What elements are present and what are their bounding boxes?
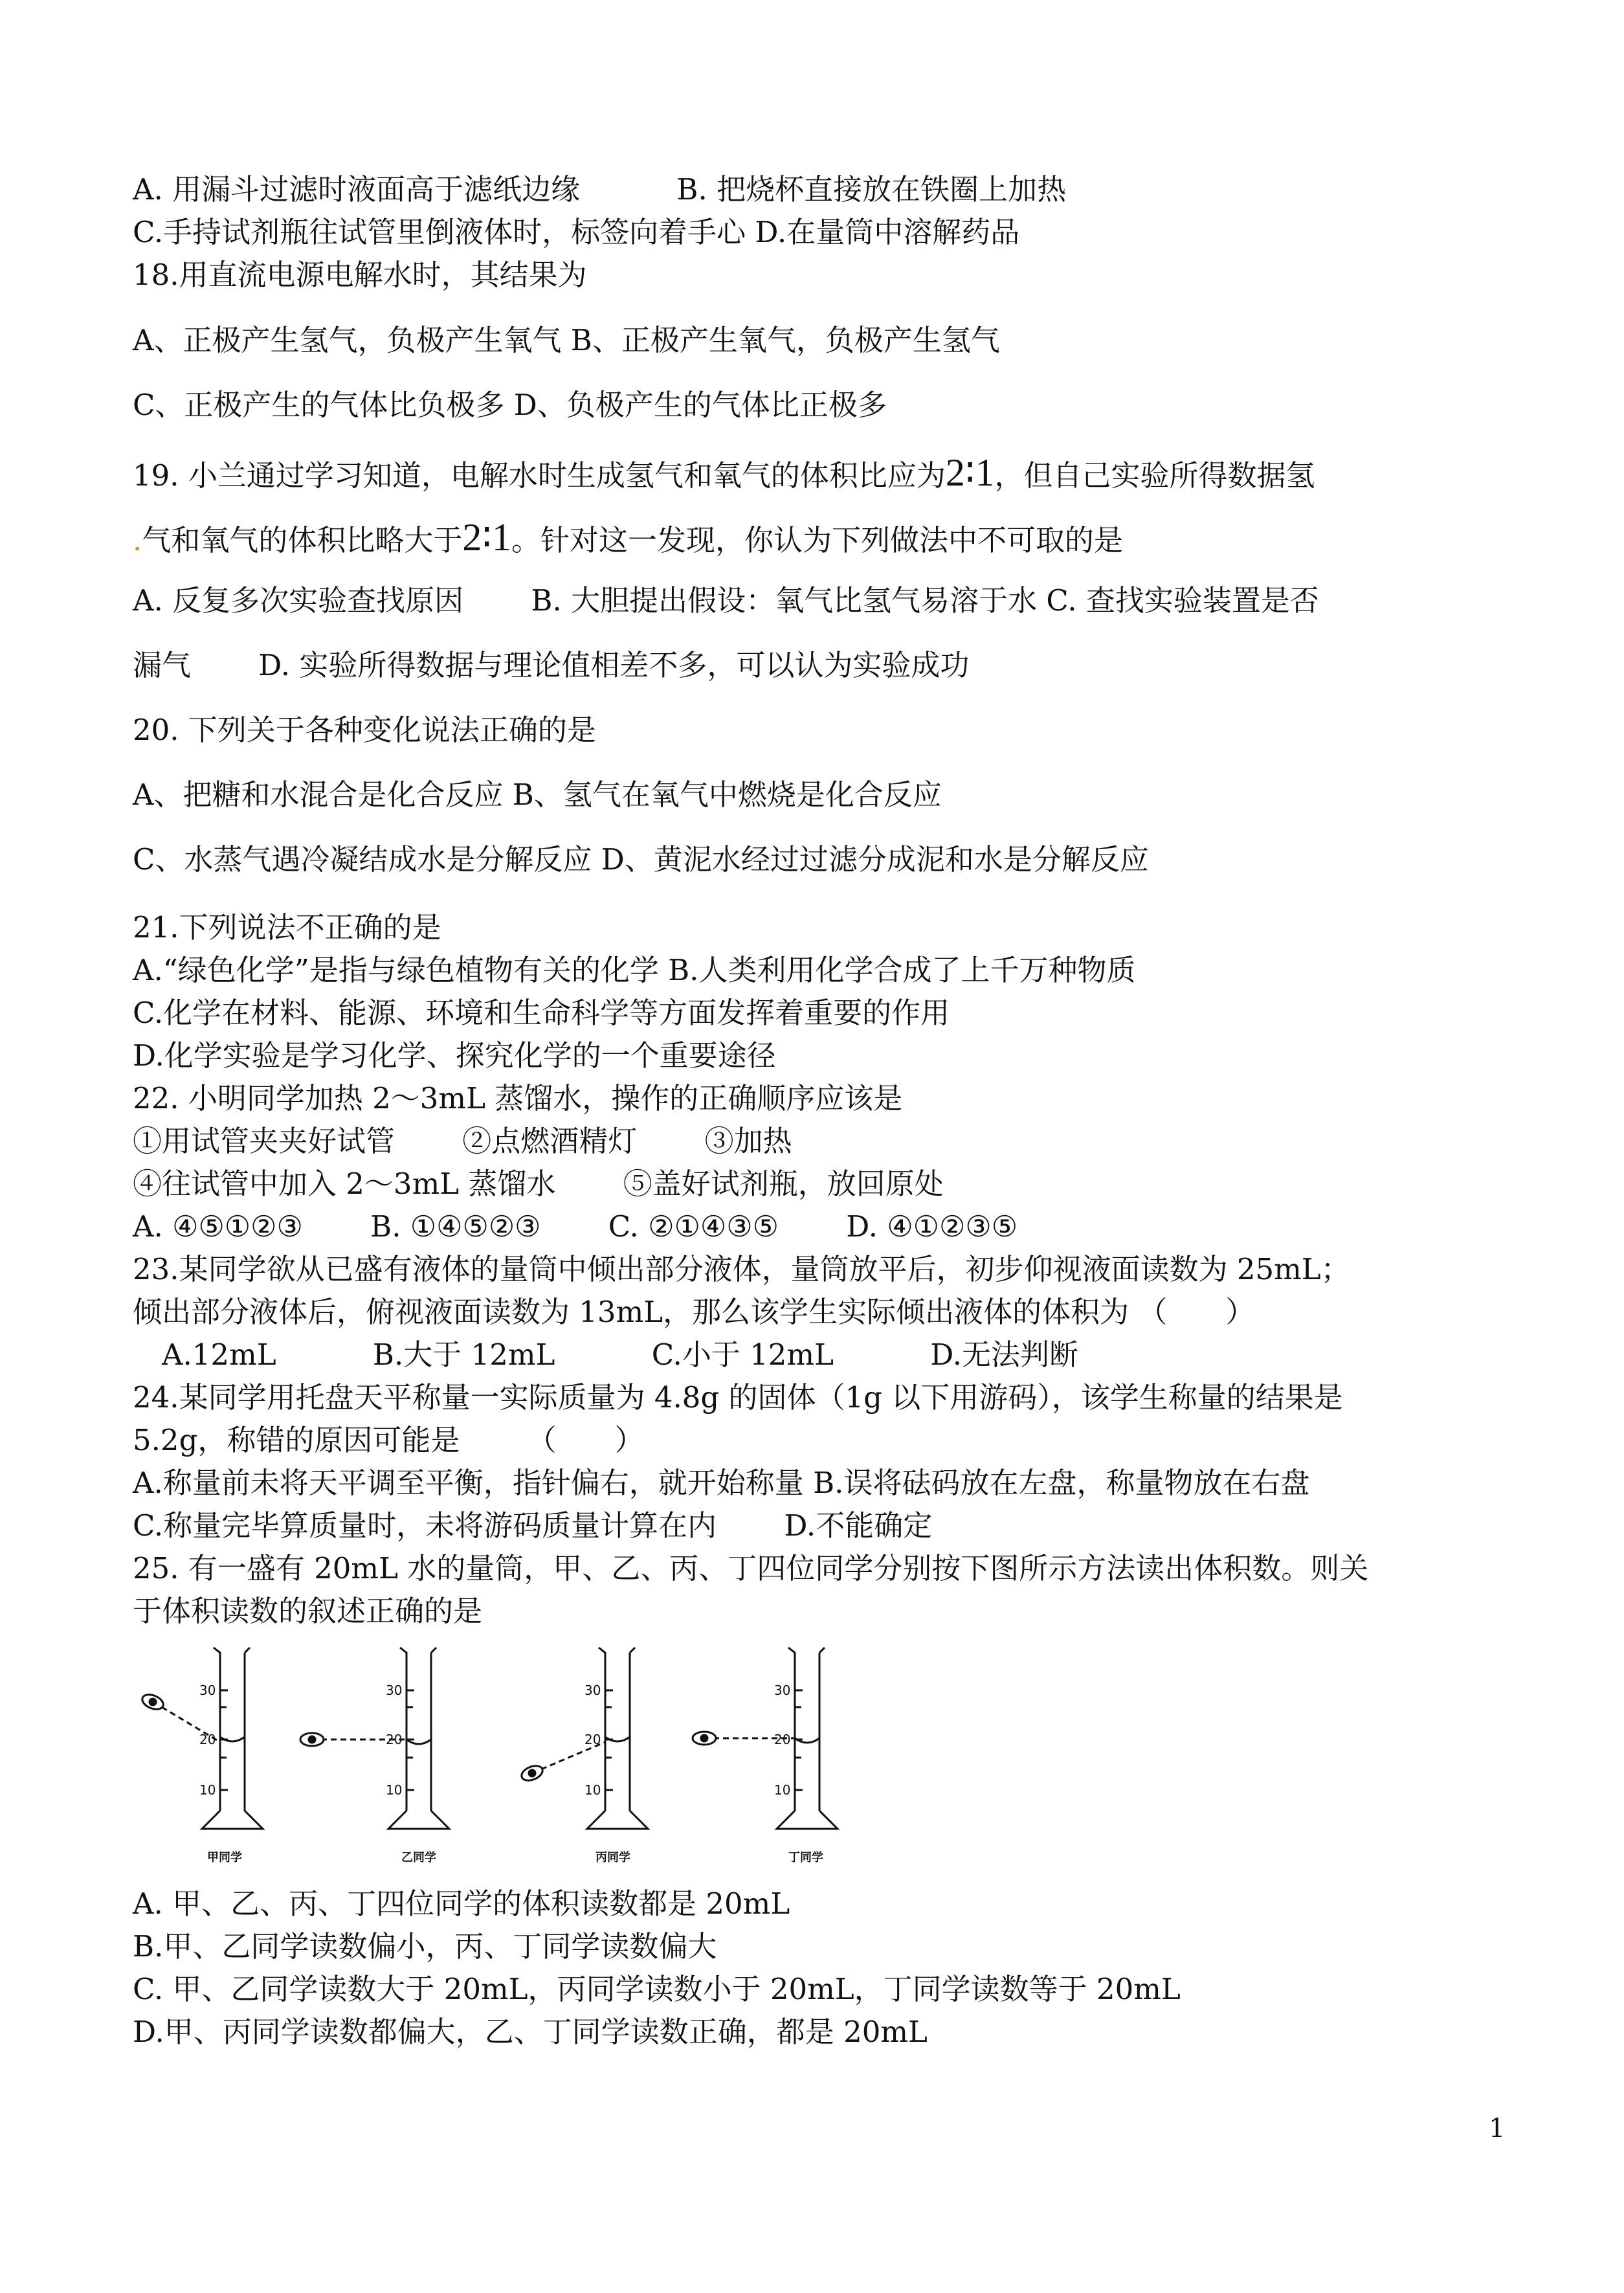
q23-options: A.12mL B.大于 12mL C.小于 12mL D.无法判断 — [133, 1337, 1079, 1372]
q19-text-a: 19. 小兰通过学习知道，电解水时生成氢气和氧气的体积比应为 — [133, 458, 946, 493]
q19-options-line1: A. 反复多次实验查找原因 B. 大胆提出假设：氧气比氢气易溶于水 C. 查找实验装置是否 — [133, 583, 1319, 618]
q23-stem-line1: 23.某同学欲从已盛有液体的量筒中倾出部分液体，量筒放平后，初步仰视液面读数为 25mL； — [133, 1252, 1350, 1286]
graduated-cylinders-figure — [129, 1635, 1139, 1894]
q19-text-d: 。针对这一发现，你认为下列做法中不可取的是 — [511, 523, 1123, 557]
tick-yi-20: 20 — [386, 1732, 403, 1747]
q17-options-ab: A. 用漏斗过滤时液面高于滤纸边缘 B. 把烧杯直接放在铁圈上加热 — [133, 172, 1067, 207]
q19-ratio: 2∶1 — [945, 451, 995, 494]
cylinder-ding — [693, 1648, 838, 1829]
cylinder-yi — [300, 1648, 449, 1829]
q20-options-cd: C、水蒸气遇冷凝结成水是分解反应 D、黄泥水经过过滤分成泥和水是分解反应 — [133, 842, 1149, 877]
q25-option-a: A. 甲、乙、丙、丁四位同学的体积读数都是 20mL — [133, 1886, 790, 1921]
q19-text-c: 气和氧气的体积比略大于 — [142, 523, 463, 557]
q24-stem-line2: 5.2g，称错的原因可能是 （ ） — [133, 1423, 644, 1457]
q17-options-cd: C.手持试剂瓶往试管里倒液体时，标签向着手心 D.在量筒中溶解药品 — [133, 215, 1020, 249]
q19-stem-line1 — [133, 453, 1315, 492]
q23-stem-line2: 倾出部分液体后，俯视液面读数为 13mL，那么该学生实际倾出液体的体积为 （ ） — [133, 1295, 1255, 1329]
q20-stem: 20. 下列关于各种变化说法正确的是 — [133, 713, 596, 747]
tick-yi-10: 10 — [386, 1782, 403, 1798]
q22-options: A. ④⑤①②③ B. ①④⑤②③ C. ②①④③⑤ D. ④①②③⑤ — [133, 1209, 1018, 1244]
q20-options-ab: A、把糖和水混合是化合反应 B、氢气在氧气中燃烧是化合反应 — [133, 777, 942, 812]
q21-option-c: C.化学在材料、能源、环境和生命科学等方面发挥着重要的作用 — [133, 996, 950, 1030]
tick-bing-30: 30 — [584, 1683, 601, 1698]
tick-yi-30: 30 — [386, 1683, 403, 1698]
tick-jia-30: 30 — [199, 1683, 216, 1698]
q18-stem: 18.用直流电源电解水时，其结果为 — [133, 258, 587, 292]
tick-bing-10: 10 — [584, 1782, 601, 1798]
tick-ding-20: 20 — [774, 1732, 791, 1747]
q19-dot: . — [133, 523, 142, 557]
q19-ratio-2: 2∶1 — [462, 516, 511, 559]
q18-options-cd: C、正极产生的气体比负极多 D、负极产生的气体比正极多 — [133, 388, 887, 422]
label-ding: 丁同学 — [788, 1851, 823, 1864]
label-yi: 乙同学 — [401, 1851, 436, 1864]
page-number: 1 — [1489, 2114, 1506, 2143]
tick-jia-20: 20 — [199, 1732, 216, 1747]
q22-steps-1: ①用试管夹夹好试管 ②点燃酒精灯 ③加热 — [133, 1124, 792, 1158]
q25-stem-line1: 25. 有一盛有 20mL 水的量筒，甲、乙、丙、丁四位同学分别按下图所示方法读出体积数。则关 — [133, 1551, 1369, 1585]
q24-stem-line1: 24.某同学用托盘天平称量一实际质量为 4.8g 的固体（1g 以下用游码），该学生称量的结果是 — [133, 1380, 1343, 1415]
q25-option-c: C. 甲、乙同学读数大于 20mL，丙同学读数小于 20mL，丁同学读数等于 20mL — [133, 1972, 1181, 2006]
q21-stem: 21.下列说法不正确的是 — [133, 910, 441, 945]
tick-jia-10: 10 — [199, 1782, 216, 1798]
q24-options-ab: A.称量前未将天平调至平衡，指针偏右，就开始称量 B.误将砝码放在左盘，称量物放在右盘 — [133, 1466, 1310, 1500]
label-bing: 丙同学 — [595, 1851, 630, 1864]
q18-options-ab: A、正极产生氢气，负极产生氧气 B、正极产生氧气，负极产生氢气 — [133, 323, 1000, 357]
q25-option-b: B.甲、乙同学读数偏小，丙、丁同学读数偏大 — [133, 1929, 717, 1963]
q21-option-d: D.化学实验是学习化学、探究化学的一个重要途径 — [133, 1038, 776, 1073]
q24-options-cd: C.称量完毕算质量时，未将游码质量计算在内 D.不能确定 — [133, 1508, 933, 1543]
tick-ding-30: 30 — [774, 1683, 791, 1698]
q21-options-ab: A.“绿色化学”是指与绿色植物有关的化学 B.人类利用化学合成了上千万种物质 — [133, 953, 1136, 987]
q22-stem: 22. 小明同学加热 2～3mL 蒸馏水，操作的正确顺序应该是 — [133, 1081, 903, 1115]
cylinder-bing — [519, 1648, 648, 1829]
tick-ding-10: 10 — [774, 1782, 791, 1798]
q22-steps-2: ④往试管中加入 2～3mL 蒸馏水 ⑤盖好试剂瓶，放回原处 — [133, 1167, 944, 1201]
label-jia: 甲同学 — [207, 1851, 242, 1864]
q19-stem-line2 — [133, 518, 1123, 557]
q19-options-line2: 漏气 D. 实验所得数据与理论值相差不多，可以认为实验成功 — [133, 648, 970, 682]
q19-text-b: ，但自己实验所得数据氢 — [994, 458, 1315, 493]
q25-option-d: D.甲、丙同学读数都偏大，乙、丁同学读数正确，都是 20mL — [133, 2015, 928, 2049]
tick-bing-20: 20 — [584, 1732, 601, 1747]
q25-stem-line2: 于体积读数的叙述正确的是 — [133, 1594, 483, 1628]
